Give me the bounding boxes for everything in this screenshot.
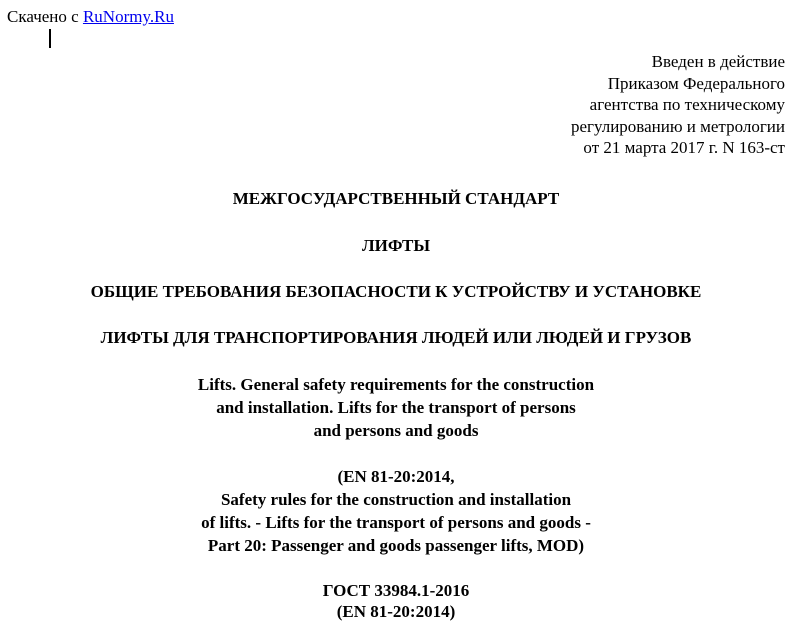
introduction-line: от 21 марта 2017 г. N 163-ст (583, 138, 785, 157)
english-title-line: and persons and goods (313, 421, 479, 440)
introduction-line: Приказом Федерального (607, 73, 785, 93)
heading-general-requirements: ОБЩИЕ ТРЕБОВАНИЯ БЕЗОПАСНОСТИ К УСТРОЙСТВУ И УСТАНОВКЕ (90, 282, 702, 301)
introduction-line: агентства по техническому (589, 95, 785, 114)
designation-block (0, 580, 792, 622)
en-reference-line: Part 20: Passenger and goods passenger lifts, MOD) (207, 536, 585, 555)
en-reference-line: (EN 81-20:2014, (337, 467, 455, 486)
source-line (7, 7, 174, 27)
gost-designation: ГОСТ 33984.1-2016 (322, 581, 470, 600)
en-reference-line: of lifts. - Lifts for the transport of persons and goods - (201, 513, 591, 532)
introduction-block (385, 51, 785, 159)
source-prefix: Скачено с (7, 7, 83, 26)
runormy-link[interactable]: RuNormy.Ru (82, 7, 174, 26)
text-cursor (49, 29, 51, 48)
english-title-line: and installation. Lifts for the transport of persons (216, 398, 576, 417)
introduction-line: регулированию и метрологии (570, 116, 785, 136)
english-title-line: Lifts. General safety requirements for the construction (197, 375, 595, 394)
heading-interstate-standard: МЕЖГОСУДАРСТВЕННЫЙ СТАНДАРТ (232, 189, 560, 208)
en-designation: (EN 81-20:2014) (336, 602, 456, 621)
english-title-block (0, 373, 792, 442)
en-reference-line: Safety rules for the construction and installation (220, 490, 572, 509)
introduction-line: Введен в действие (651, 52, 785, 71)
heading-lifts: ЛИФТЫ (361, 236, 431, 255)
en-reference-block (0, 465, 792, 557)
heading-transport-lifts: ЛИФТЫ ДЛЯ ТРАНСПОРТИРОВАНИЯ ЛЮДЕЙ ИЛИ ЛЮДЕЙ И ГРУЗОВ (100, 328, 692, 347)
